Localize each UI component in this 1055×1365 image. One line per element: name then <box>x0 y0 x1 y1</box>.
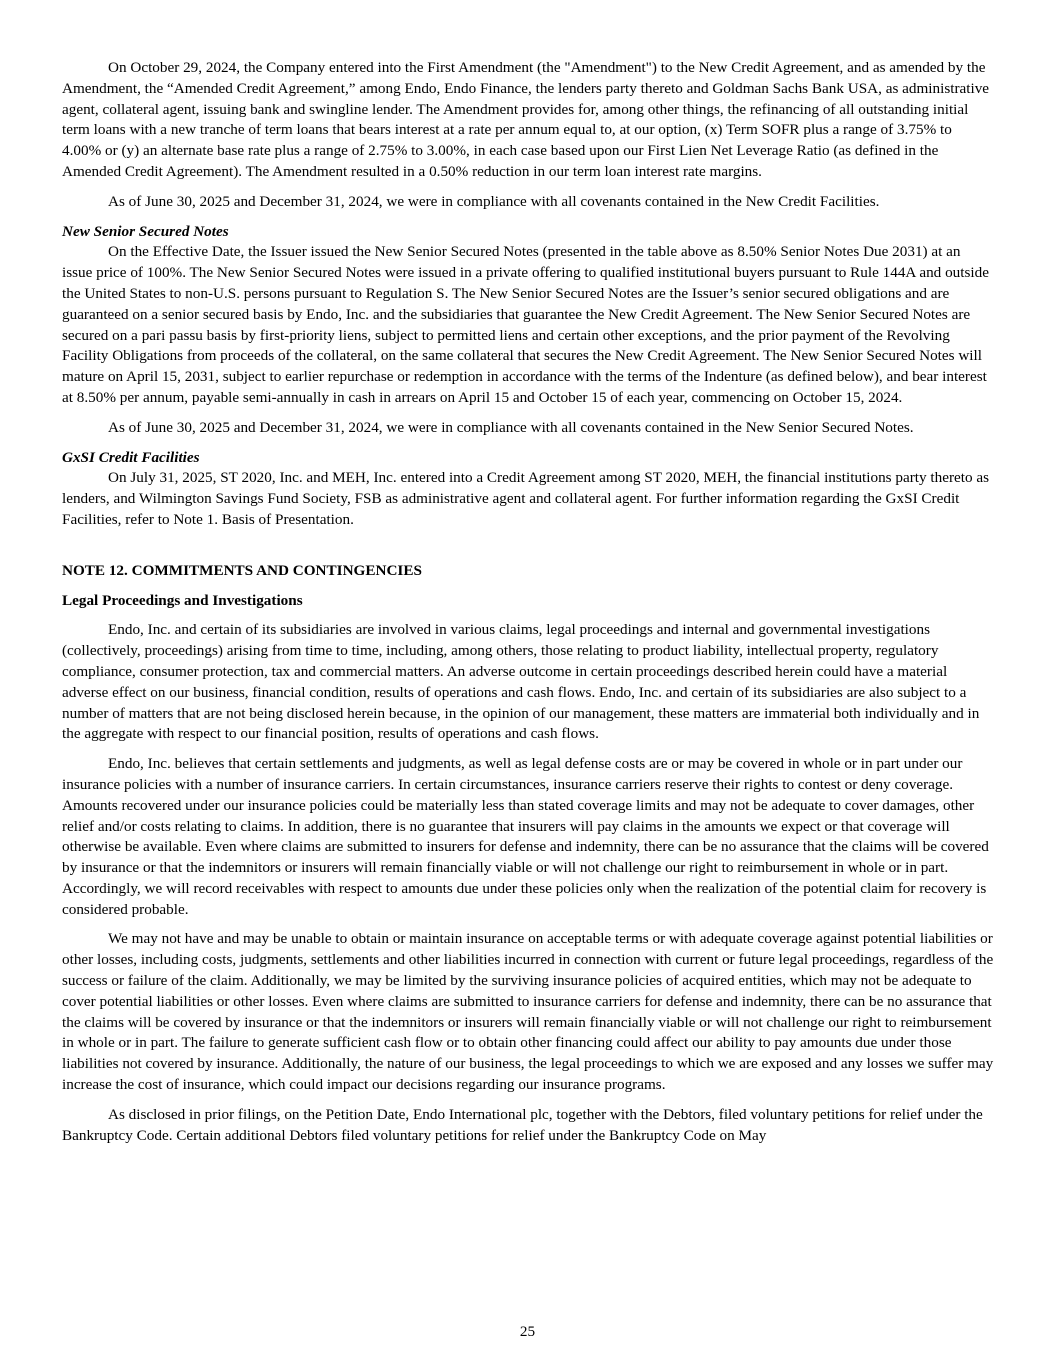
paragraph-compliance-credit: As of June 30, 2025 and December 31, 2024, we were in compliance with all covenants contained in the New Credit Facilities. <box>108 192 880 210</box>
paragraph-legal-1: Endo, Inc. and certain of its subsidiaries are involved in various claims, legal proceedings and internal and governmental investigations (collectively, proceedings) arising from time to time, including, among others, those relating to product liability, intellectual property, regulatory compliance, consumer protection, tax and commercial matters. An adverse outcome in certain proceedings described herein could have a material adverse effect on our business, financial condition, results of operations and cash flows. Endo, Inc. and certain of its subsidiaries are also subject to a number of matters that are not being disclosed herein because, in the opinion of our management, these matters are immaterial both individually and in the aggregate with respect to our financial position, results of operations and cash flows. <box>62 621 980 743</box>
paragraph-legal-4: As disclosed in prior filings, on the Petition Date, Endo International plc, together with the Debtors, filed voluntary petitions for relief under the Bankruptcy Code. Certain additional Debtors filed voluntary petitions for relief under the Bankruptcy Code on May <box>62 1105 983 1144</box>
document-page <box>62 58 994 1146</box>
heading-legal-proceedings: Legal Proceedings and Investigations <box>62 591 303 609</box>
paragraph-gxsi: On July 31, 2025, ST 2020, Inc. and MEH, Inc. entered into a Credit Agreement among ST 2020, MEH, the financial institutions party thereto as lenders, and Wilmington Savings Fund Society, FSB as administrative agent and collateral agent. For further information regarding the GxSI Credit Facilities, refer to Note 1. Basis of Presentation. <box>62 469 989 528</box>
page-number: 25 <box>519 1323 536 1340</box>
paragraph-notes-issue: On the Effective Date, the Issuer issued the New Senior Secured Notes (presented in the table above as 8.50% Senior Notes Due 2031) at an issue price of 100%. The New Senior Secured Notes were issued in a private offering to qualified institutional buyers pursuant to Rule 144A and outside the United States to non-U.S. persons pursuant to Regulation S. The New Senior Secured Notes are the Issuer’s senior secured obligations and are guaranteed on a senior secured basis by Endo, Inc. and the subsidiaries that guarantee the New Credit Agreement. The New Senior Secured Notes are secured on a pari passu basis by first-priority liens, subject to permitted liens and certain other exceptions, and the prior payment of the Revolving Facility Obligations from proceeds of the collateral, on the same collateral that secures the New Credit Agreement. The New Senior Secured Notes will mature on April 15, 2031, subject to earlier repurchase or redemption in accordance with the terms of the Indenture (as defined below), and bear interest at 8.50% per annum, payable semi-annually in cash in arrears on April 15 and October 15 of each year, commencing on October 15, 2024. <box>62 243 989 406</box>
paragraph-legal-3: We may not have and may be unable to obtain or maintain insurance on acceptable terms or with adequate coverage against potential liabilities or other losses, including costs, judgments, settlements and other liabilities incurred in connection with current or future legal proceedings, regardless of the success or failure of the claim. Additionally, we may be limited by the surviving insurance policies of acquired entities, which may not be adequate to cover potential liabilities or other losses. Even where claims are submitted to insurance carriers for defense and indemnity, there can be no assurance that the claims will be covered by insurance or that the indemnitors or insurers will remain financially viable or will not challenge our right to reimbursement in whole or in part. The failure to generate sufficient cash flow or to obtain other financing could affect our ability to pay amounts due under those liabilities not covered by insurance. Additionally, the nature of our business, the legal proceedings to which we are exposed and any losses we suffer may increase the cost of insurance, which could impact our decisions regarding our insurance programs. <box>62 930 994 1094</box>
paragraph-amendment: On October 29, 2024, the Company entered into the First Amendment (the "Amendment") to the New Credit Agreement, and as amended by the Amendment, the “Amended Credit Agreement,” among Endo, Endo Finance, the lenders party thereto and Goldman Sachs Bank USA, as administrative agent, collateral agent, issuing bank and swingline lender. The Amendment provides for, among other things, the refinancing of all outstanding initial term loans with a new tranche of term loans that bears interest at a rate per annum equal to, at our option, (x) Term SOFR plus a range of 3.75% to 4.00% or (y) an alternate base rate plus a range of 2.75% to 3.00%, in each case based upon our First Lien Net Leverage Ratio (as defined in the Amended Credit Agreement). The Amendment resulted in a 0.50% reduction in our term loan interest rate margins. <box>62 59 990 180</box>
heading-new-senior-secured-notes: New Senior Secured Notes <box>62 222 229 240</box>
paragraph-compliance-notes: As of June 30, 2025 and December 31, 2024, we were in compliance with all covenants contained in the New Senior Secured Notes. <box>108 418 914 436</box>
paragraph-legal-2: Endo, Inc. believes that certain settlements and judgments, as well as legal defense costs are or may be covered in whole or in part under our insurance policies with a number of insurance carriers. In certain circumstances, insurance carriers reserve their rights to contest or deny coverage. Amounts recovered under our insurance policies could be materially less than stated coverage limits and may not be adequate to cover damages, other relief and/or costs relating to claims. In addition, there is no guarantee that insurers will pay claims in the amounts we expect or that coverage will otherwise be available. Even where claims are submitted to insurers for defense and indemnity, there can be no assurance that the claims will be covered by insurance or that the indemnitors or insurers will remain financially viable or will not challenge our right to reimbursement in whole or in part. Accordingly, we will record receivables with respect to amounts due under these policies only when the realization of the potential claim for recovery is considered probable. <box>62 755 989 918</box>
heading-note-12: NOTE 12. COMMITMENTS AND CONTINGENCIES <box>62 561 422 579</box>
heading-gxsi-credit-facilities: GxSI Credit Facilities <box>62 448 200 466</box>
